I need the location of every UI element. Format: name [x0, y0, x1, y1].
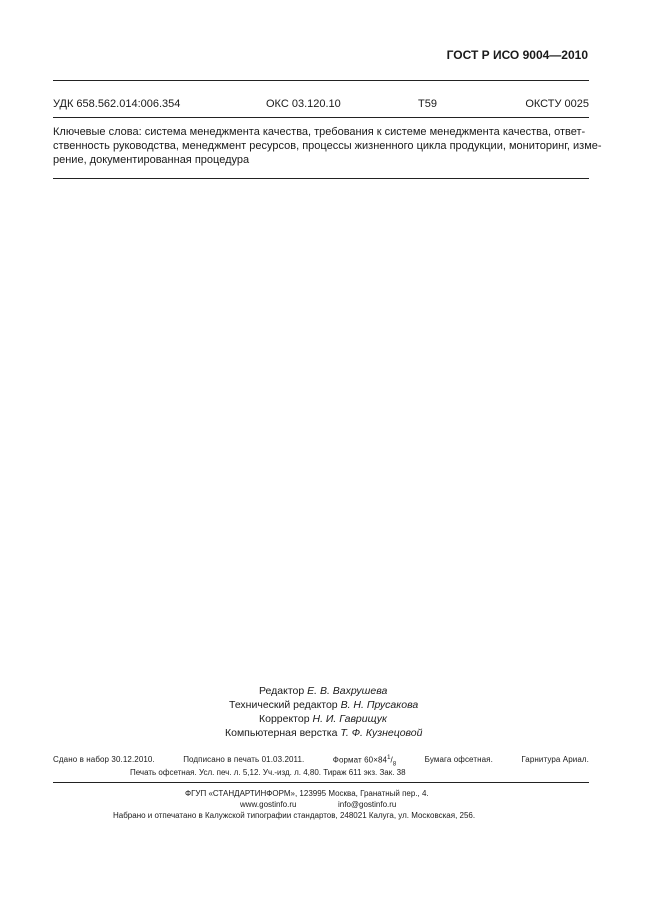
editor-role: Редактор — [259, 685, 305, 697]
publication-line-1 — [53, 755, 589, 767]
header-divider — [53, 80, 589, 81]
format-sup: 1 — [387, 755, 391, 761]
oks-code: ОКС 03.120.10 — [266, 98, 341, 110]
submitted-date: Сдано в набор 30.12.2010. — [53, 755, 155, 764]
format-sub: 8 — [392, 761, 397, 768]
corrector-role: Корректор — [259, 713, 310, 725]
editor-credit — [259, 684, 387, 698]
layout-role: Компьютерная верстка — [225, 727, 338, 739]
layout-name: Т. Ф. Кузнецовой — [340, 727, 423, 739]
t-code: Т59 — [418, 98, 437, 110]
publisher-website[interactable]: www.gostinfo.ru — [240, 800, 297, 809]
paper-type: Бумага офсетная. — [424, 755, 493, 764]
format-info: Формат $60\times 84^1/_8$ — [332, 755, 397, 768]
classification-divider — [53, 117, 589, 118]
publication-divider — [53, 782, 589, 783]
okstu-code: ОКСТУ 0025 — [525, 98, 589, 110]
udk-code: УДК 658.562.014:006.354 — [53, 98, 181, 110]
keywords-line: Ключевые слова: система менеджмента качества, требования к системе менеджмента качества, ответ- — [53, 126, 586, 138]
printing-info: Набрано и отпечатано в Калужской типографии стандартов, 248021 Калуга, ул. Московская, 256. — [113, 811, 476, 820]
tech-editor-name: В. Н. Прусакова — [340, 699, 419, 711]
typeface: Гарнитура Ариал. — [521, 755, 589, 764]
keywords-line: ственность руководства, менеджмент ресурсов, процессы жизненного цикла продукции, мониторинг, изме- — [53, 140, 602, 152]
layout-credit — [225, 726, 422, 740]
publisher-address: ФГУП «СТАНДАРТИНФОРМ», 123995 Москва, Гранатный пер., 4. — [185, 789, 429, 798]
publication-line-2: Печать офсетная. Усл. печ. л. 5,12. Уч.-изд. л. 4,80. Тираж 611 экз. Зак. 38 — [130, 768, 406, 777]
publisher-email[interactable]: info@gostinfo.ru — [338, 800, 397, 809]
signed-date: Подписано в печать 01.03.2011. — [183, 755, 305, 764]
standard-code: ГОСТ Р ИСО 9004—2010 — [446, 48, 588, 62]
corrector-name: Н. И. Гаврищук — [312, 713, 387, 725]
corrector-credit — [259, 712, 387, 726]
tech-editor-credit — [229, 698, 418, 712]
tech-editor-role: Технический редактор — [229, 699, 338, 711]
keywords-line: рение, документированная процедура — [53, 154, 250, 166]
editor-name: Е. В. Вахрушева — [307, 685, 388, 697]
format-text: Формат 60×84 — [332, 755, 388, 765]
keywords-paragraph — [53, 125, 602, 167]
keywords-divider — [53, 178, 589, 179]
